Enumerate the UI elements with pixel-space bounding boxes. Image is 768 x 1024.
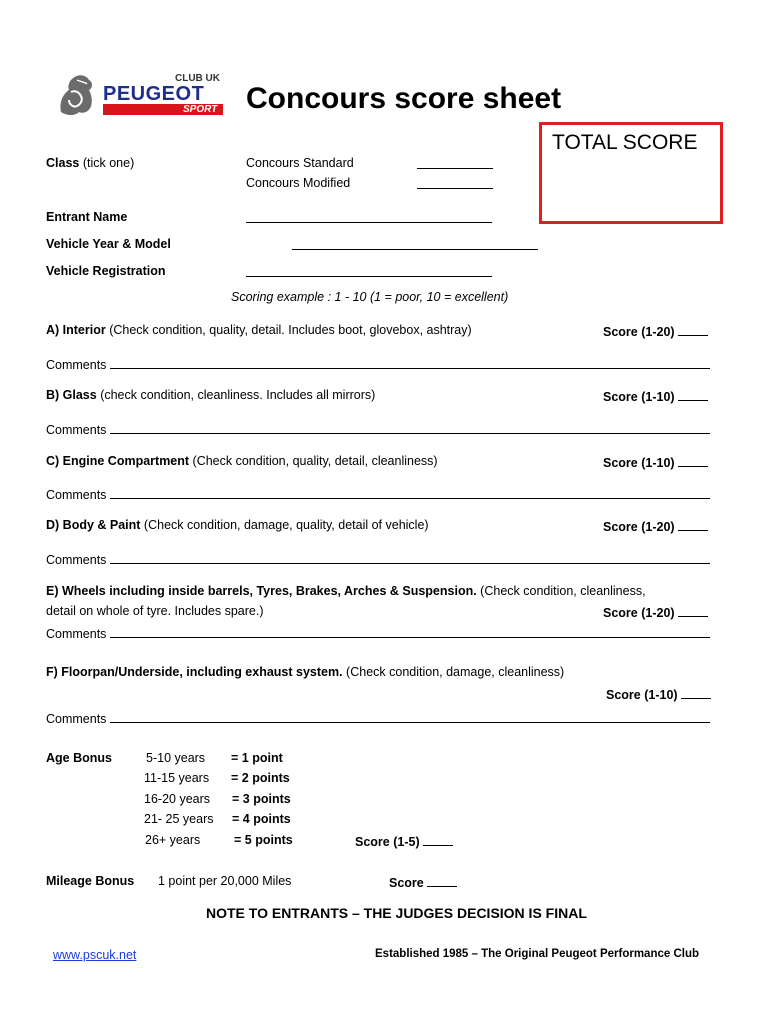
section-f-comments-field[interactable]	[110, 710, 710, 723]
age-bonus-range-1: 5-10 years	[146, 751, 206, 765]
section-c-comments: Comments	[46, 486, 710, 502]
scoring-example: Scoring example : 1 - 10 (1 = poor, 10 = excellent)	[231, 290, 509, 304]
section-d-score-field[interactable]	[678, 518, 708, 531]
section-c-score: Score (1-10)	[603, 454, 708, 470]
age-bonus-points-2: = 2 points	[231, 771, 290, 785]
vehicle-year-model-field[interactable]	[292, 237, 538, 250]
class-option-modified: Concours Modified	[246, 176, 351, 190]
section-f-heading: F) Floorpan/Underside, including exhaust system. (Check condition, damage, cleanliness)	[46, 665, 565, 679]
section-d-comments-field[interactable]	[110, 551, 710, 564]
mileage-bonus-score-field[interactable]	[427, 874, 457, 887]
section-b-comments-field[interactable]	[110, 421, 710, 434]
entrant-name-label: Entrant Name	[46, 210, 128, 224]
section-b-score-field[interactable]	[678, 388, 708, 401]
class-standard-tick-field[interactable]	[417, 156, 493, 169]
section-e-heading-line2: detail on whole of tyre. Includes spare.)	[46, 604, 264, 618]
entrant-name-field[interactable]	[246, 210, 492, 223]
section-e-comments: Comments	[46, 625, 710, 641]
age-bonus-range-5: 26+ years	[145, 833, 201, 847]
total-score-box[interactable]	[539, 122, 723, 224]
section-d-score: Score (1-20)	[603, 518, 708, 534]
age-bonus-points-1: = 1 point	[231, 751, 283, 765]
section-d-heading: D) Body & Paint (Check condition, damage, quality, detail of vehicle)	[46, 518, 429, 532]
mileage-bonus-label: Mileage Bonus	[46, 874, 135, 888]
vehicle-year-model-label: Vehicle Year & Model	[46, 237, 171, 251]
section-c-comments-field[interactable]	[110, 486, 710, 499]
section-a-score: Score (1-20)	[603, 323, 708, 339]
page-title: Concours score sheet	[246, 82, 562, 115]
logo-brand: PEUGEOT	[103, 83, 205, 105]
section-d-comments: Comments	[46, 551, 710, 567]
section-b-heading: B) Glass (check condition, cleanliness. Includes all mirrors)	[46, 388, 376, 402]
footer-established: Established 1985 – The Original Peugeot Performance Club	[375, 948, 700, 960]
section-a-comments-field[interactable]	[110, 356, 710, 369]
section-f-score-field[interactable]	[681, 686, 711, 699]
section-e-score: Score (1-20)	[603, 604, 708, 620]
peugeot-sport-club-logo	[53, 72, 227, 118]
section-b-comments: Comments	[46, 421, 710, 437]
age-bonus-score-field[interactable]	[423, 833, 453, 846]
section-c-heading: C) Engine Compartment (Check condition, quality, detail, cleanliness)	[46, 454, 438, 468]
section-e-comments-field[interactable]	[110, 625, 710, 638]
website-link[interactable]: www.pscuk.net	[53, 948, 137, 962]
age-bonus-label: Age Bonus	[46, 751, 112, 765]
section-e-heading: E) Wheels including inside barrels, Tyres, Brakes, Arches & Suspension. (Check condition, cleanliness,	[46, 584, 646, 598]
class-label: Class (tick one)	[46, 156, 135, 170]
class-option-standard: Concours Standard	[246, 156, 354, 170]
section-f-score: Score (1-10)	[606, 686, 711, 702]
age-bonus-score: Score (1-5)	[355, 833, 453, 849]
section-a-heading: A) Interior (Check condition, quality, detail. Includes boot, glovebox, ashtray)	[46, 323, 472, 337]
age-bonus-points-5: = 5 points	[234, 833, 293, 847]
section-c-score-field[interactable]	[678, 454, 708, 467]
total-score-label: TOTAL SCORE	[552, 131, 698, 154]
section-a-comments: Comments	[46, 356, 710, 372]
age-bonus-range-3: 16-20 years	[144, 792, 211, 806]
judges-note: NOTE TO ENTRANTS – THE JUDGES DECISION IS FINAL	[206, 905, 587, 921]
section-f-comments: Comments	[46, 710, 710, 726]
section-b-score: Score (1-10)	[603, 388, 708, 404]
age-bonus-points-4: = 4 points	[232, 812, 291, 826]
vehicle-registration-field[interactable]	[246, 264, 492, 277]
mileage-bonus-score: Score	[389, 874, 457, 890]
logo-sport: SPORT	[183, 104, 218, 115]
vehicle-registration-label: Vehicle Registration	[46, 264, 166, 278]
class-modified-tick-field[interactable]	[417, 176, 493, 189]
age-bonus-range-4: 21- 25 years	[144, 812, 214, 826]
section-e-score-field[interactable]	[678, 604, 708, 617]
section-a-score-field[interactable]	[678, 323, 708, 336]
age-bonus-range-2: 11-15 years	[144, 771, 210, 785]
age-bonus-points-3: = 3 points	[232, 792, 291, 806]
logo-club-uk: CLUB UK	[175, 73, 220, 84]
mileage-bonus-text: 1 point per 20,000 Miles	[158, 874, 292, 888]
